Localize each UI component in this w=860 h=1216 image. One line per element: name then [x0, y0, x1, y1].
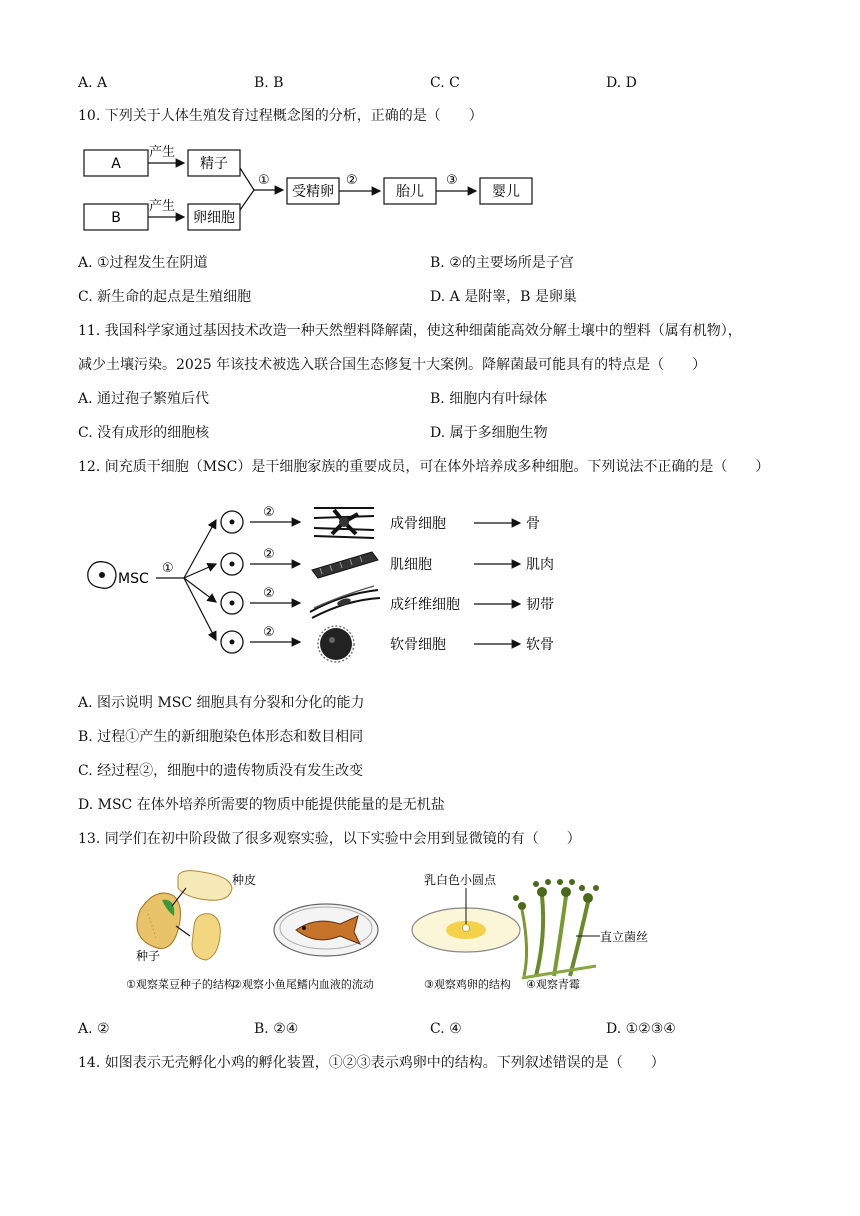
q11-option-d: D. 属于多细胞生物 — [430, 425, 548, 441]
q13-option-b: B. ②④ — [254, 1021, 299, 1037]
label-zygote: 受精卵 — [292, 184, 334, 200]
branch-1 — [184, 520, 216, 578]
hyphae-label: 直立菌丝 — [600, 930, 649, 944]
q11-option-a: A. 通过孢子繁殖后代 — [78, 391, 210, 407]
q12-stem: 12. 间充质干细胞（MSC）是干细胞家族的重要成员，可在体外培养成多种细胞。下列说法不正确的是（ ） — [78, 459, 770, 475]
q12-option-b: B. 过程①产生的新细胞染色体形态和数目相同 — [78, 729, 364, 745]
bean-seed-image — [137, 893, 181, 948]
q13-option-d: D. ①②③④ — [606, 1021, 676, 1037]
caption-1: ①观察菜豆种子的结构 — [126, 978, 235, 991]
tissue-name-1: 骨 — [526, 516, 540, 532]
tissue-name-3: 韧带 — [526, 597, 554, 613]
cell-name-4: 软骨细胞 — [390, 637, 446, 653]
q13-experiments-figure — [126, 866, 666, 996]
step2-label-1: ② — [263, 505, 275, 520]
chondrocyte-image — [318, 626, 354, 662]
produce-label-2: 产生 — [148, 199, 176, 214]
step2-label-2: ② — [263, 547, 275, 562]
cell-2-nucleus — [230, 562, 235, 567]
q14-stem: 14. 如图表示无壳孵化小鸡的孵化装置，①②③表示鸡卵中的结构。下列叙述错误的是（ ） — [78, 1055, 665, 1071]
q12-option-a: A. 图示说明 MSC 细胞具有分裂和分化的能力 — [78, 695, 365, 711]
fibroblast-image — [310, 586, 380, 618]
q13-option-a: A. ② — [78, 1021, 110, 1037]
step2-label-4: ② — [263, 625, 275, 640]
branch-2 — [184, 564, 216, 578]
q13-option-c: C. ④ — [430, 1021, 462, 1037]
produce-label-1: 产生 — [148, 145, 176, 160]
q9-option-b: B. B — [254, 75, 284, 91]
q10-stem: 10. 下列关于人体生殖发育过程概念图的分析，正确的是（ ） — [78, 108, 483, 124]
q11-stem-line2: 减少土壤污染。2025 年该技术被选入联合国生态修复十大案例。降解菌最可能具有的特点是（ ） — [78, 357, 707, 373]
muscle-cell-image — [312, 552, 378, 578]
seed-coat-image — [178, 871, 232, 901]
step2-label: ② — [346, 173, 358, 188]
caption-3: ③观察鸡卵的结构 — [424, 978, 511, 991]
tissue-name-2: 肌肉 — [526, 557, 554, 573]
tissue-name-4: 软骨 — [526, 637, 554, 653]
label-sperm: 精子 — [200, 156, 228, 172]
step1-label: ① — [258, 173, 270, 188]
fish-petri-dish-image — [274, 904, 378, 956]
cell-name-2: 肌细胞 — [390, 557, 432, 573]
q12-option-c: C. 经过程②，细胞中的遗传物质没有发生改变 — [78, 763, 364, 779]
q9-option-c: C. C — [430, 75, 460, 91]
penicillium-image — [513, 879, 599, 978]
label-baby: 婴儿 — [492, 184, 520, 200]
branch-3 — [184, 578, 216, 602]
caption-2: ②观察小鱼尾鳍内血液的流动 — [232, 978, 374, 991]
merge-line-top — [240, 168, 254, 190]
q9-option-d: D. D — [606, 75, 637, 91]
osteoblast-image — [314, 508, 374, 538]
cell-4-nucleus — [230, 640, 235, 645]
seed-coat-label: 种皮 — [232, 873, 257, 887]
msc-label: MSC — [118, 571, 149, 587]
cell-1-nucleus — [230, 520, 235, 525]
q12-option-d: D. MSC 在体外培养所需要的物质中能提供能量的是无机盐 — [78, 797, 445, 813]
label-egg: 卵细胞 — [193, 210, 235, 226]
label-fetus: 胎儿 — [396, 184, 424, 200]
q10-option-c: C. 新生命的起点是生殖细胞 — [78, 289, 252, 305]
q11-option-b: B. 细胞内有叶绿体 — [430, 391, 548, 407]
cell-name-3: 成纤维细胞 — [390, 597, 460, 613]
q12-step1-label: ① — [162, 561, 174, 576]
cell-3-nucleus — [230, 601, 235, 606]
q10-option-b: B. ②的主要场所是子宫 — [430, 255, 574, 271]
merge-line-bottom — [240, 190, 254, 210]
q11-stem-line1: 11. 我国科学家通过基因技术改造一种天然塑料降解菌，使这种细菌能高效分解土壤中的塑料（属有机物）， — [78, 323, 742, 339]
q12-msc-diagram — [80, 490, 580, 670]
q11-option-c: C. 没有成形的细胞核 — [78, 425, 210, 441]
msc-nucleus — [99, 572, 105, 578]
seed-label: 种子 — [136, 949, 161, 963]
q10-option-a: A. ①过程发生在阴道 — [78, 255, 208, 271]
label-b: B — [111, 210, 121, 226]
q10-option-d: D. A 是附睾，B 是卵巢 — [430, 289, 577, 305]
step2-label-3: ② — [263, 586, 275, 601]
step3-label: ③ — [446, 173, 458, 188]
q13-stem: 13. 同学们在初中阶段做了很多观察实验，以下实验中会用到显微镜的有（ ） — [78, 831, 581, 847]
label-a: A — [111, 156, 121, 172]
q9-option-a: A. A — [78, 75, 108, 91]
caption-4: ④观察青霉 — [526, 978, 580, 991]
yolk-dot-label: 乳白色小圆点 — [424, 873, 497, 887]
cell-name-1: 成骨细胞 — [390, 516, 446, 532]
q10-concept-diagram — [78, 138, 548, 238]
branch-4 — [184, 578, 216, 640]
cotyledon-image — [192, 914, 220, 960]
